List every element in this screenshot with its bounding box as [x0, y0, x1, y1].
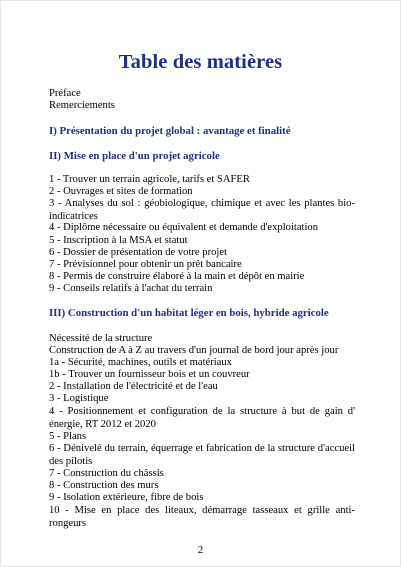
page-number: 2 — [197, 544, 204, 556]
toc-item: 3 - Logistique — [49, 393, 109, 404]
toc-item: 2 - Ouvrages et sites de formation — [49, 186, 193, 197]
front-item-acknowledgements: Remerciements — [49, 100, 115, 111]
page-title: Table des matières — [118, 51, 283, 73]
toc-item: 1b - Trouver un fournisseur bois et un couvreur — [49, 369, 250, 380]
toc-item: 9 - Isolation extérieure, fibre de bois — [49, 492, 204, 503]
toc-item: 3 - Analyses du sol : géobiologique, chimique et avec les plantes bio-indicatrices — [49, 198, 355, 222]
toc-item: 5 - Inscription à la MSA et statut — [49, 235, 188, 246]
toc-item: 10 - Mise en place des liteaux, démarrage tasseaux et grille anti-rongeurs — [49, 505, 355, 529]
toc-item: 8 - Permis de construire élaboré à la main et dépôt en mairie — [49, 271, 305, 282]
toc-item: 4 - Diplôme nécessaire ou équivalent et demande d'exploitation — [49, 222, 319, 233]
section-heading-2: II) Mise en place d'un projet agricole — [49, 150, 220, 162]
toc-item: 1 - Trouver un terrain agricole, tarifs et SAFER — [49, 174, 250, 185]
toc-item: 2 - Installation de l'électricité et de l'eau — [49, 381, 218, 392]
toc-item: 8 - Construction des murs — [49, 480, 159, 491]
toc-item: 9 - Conseils relatifs à l'achat du terrain — [49, 283, 213, 294]
toc-item: 6 - Dénivelé du terrain, équerrage et fabrication de la structure d'accueil des pilotis — [49, 443, 355, 467]
toc-item: 5 - Plans — [49, 431, 87, 442]
toc-item: 4 - Positionnement et configuration de la structure à but de gain d' énergie, RT 2012 et 2020 — [49, 406, 355, 430]
toc-item: 7 - Construction du châssis — [49, 468, 164, 479]
toc-item: Nécessité de la structure — [49, 333, 153, 344]
toc-item: 1a - Sécurité, machines, outils et matériaux — [49, 357, 232, 368]
toc-item: Construction de A à Z au travers d'un journal de bord jour après jour — [49, 345, 339, 356]
section-heading-3: III) Construction d'un habitat léger en bois, hybride agricole — [49, 307, 329, 319]
toc-item: 7 - Prévisionnel pour obtenir un prêt bancaire — [49, 259, 242, 270]
front-item-preface: Préface — [49, 88, 81, 99]
section-heading-1: I) Présentation du projet global : avantage et finalité — [49, 125, 291, 137]
toc-item: 6 - Dossier de présentation de votre projet — [49, 247, 227, 258]
